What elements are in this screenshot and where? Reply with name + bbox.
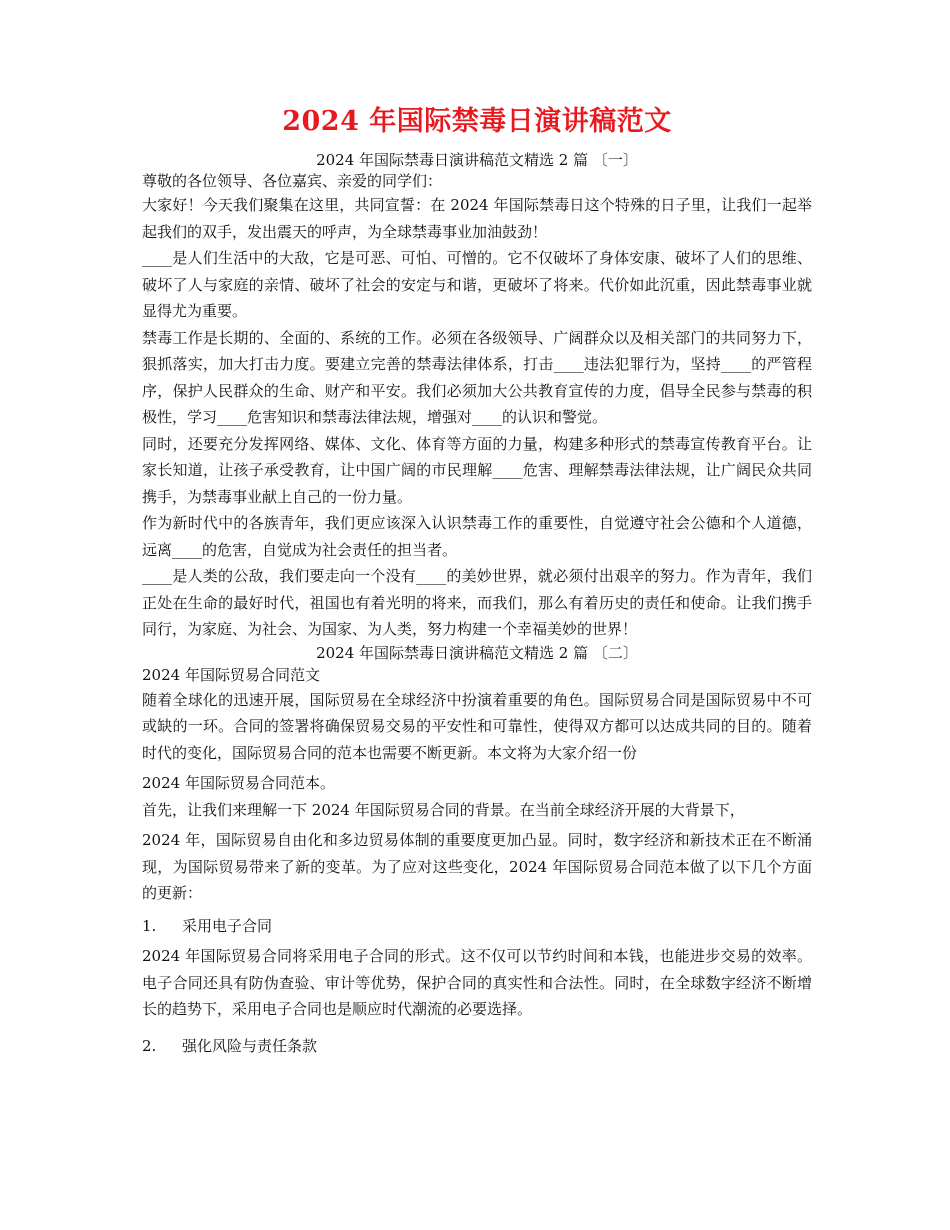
- paragraph: 大家好！今天我们聚集在这里，共同宣誓：在 2024 年国际禁毒日这个特殊的日子里，让我们一起举起我们的双手，发出震天的呼声，为全球禁毒事业加油鼓劲！: [142, 196, 812, 241]
- paragraph: 2024 年国际贸易合同将采用电子合同的形式。这不仅可以节约时间和本钱，也能进步交易的效率。电子合同还具有防伪查验、审计等优势，保护合同的真实性和合法性。同时，在全球数字经济不断增长的趋势下，采用电子合同也是顺应时代潮流的必要选择。: [142, 947, 812, 1018]
- paragraph: 2024 年国际贸易合同范本。: [142, 774, 335, 792]
- paragraph: 2024 年，国际贸易自由化和多边贸易体制的重要度更加凸显。同时，数字经济和新技术正在不断涌现，为国际贸易带来了新的变革。为了应对这些变化，2024 年国际贸易合同范本做了以下几个方面的更新：: [142, 831, 812, 902]
- paragraph: ____是人们生活中的大敌，它是可恶、可怕、可憎的。它不仅破坏了身体安康、破坏了人们的思维、破坏了人与家庭的亲情、破坏了社会的安定与和谐，更破坏了将来。代价如此沉重，因此禁毒事业就显得尤为重要。: [142, 249, 812, 320]
- list-item-2: [142, 1033, 812, 1060]
- document-page: [142, 100, 812, 1063]
- list-number: 2.: [142, 1036, 157, 1055]
- paragraph: 禁毒工作是长期的、全面的、系统的工作。必须在各级领导、广阔群众以及相关部门的共同努力下，狠抓落实，加大打击力度。要建立完善的禁毒法律体系，打击____违法犯罪行为，坚持____的严管程序，保护人民群众的生命、财产和平安。我们必须加大公共教育宣传的力度，倡导全民参与禁毒的积极性，学习____危害知识和禁毒法律法规，增强对____的认识和警觉。: [142, 328, 812, 426]
- section-subtitle: 2024 年国际贸易合同范文: [142, 665, 320, 684]
- section-heading-1: 2024 年国际禁毒日演讲稿范文精选 2 篇 〔一〕: [316, 151, 638, 169]
- document-title: 2024 年国际禁毒日演讲稿范文: [282, 106, 672, 137]
- list-number: 1.: [142, 916, 157, 935]
- section-heading-2: 2024 年国际禁毒日演讲稿范文精选 2 篇 〔二〕: [316, 643, 638, 662]
- list-label: 采用电子合同: [182, 916, 273, 935]
- paragraph: 同时，还要充分发挥网络、媒体、文化、体育等方面的力量，构建多种形式的禁毒宣传教育平台。让家长知道，让孩子承受教育，让中国广阔的市民理解____危害、理解禁毒法律法规，让广阔民众共同携手，为禁毒事业献上自己的一份力量。: [142, 434, 812, 506]
- list-item-1: [142, 913, 812, 940]
- paragraph: 首先，让我们来理解一下 2024 年国际贸易合同的背景。在当前全球经济开展的大背景下，: [142, 800, 745, 819]
- paragraph: 作为新时代中的各族青年，我们更应该深入认识禁毒工作的重要性，自觉遵守社会公德和个人道德，远离____的危害，自觉成为社会责任的担当者。: [142, 514, 812, 559]
- paragraph: ____是人类的公敌，我们要走向一个没有____的美妙世界，就必须付出艰辛的努力。作为青年，我们正处在生命的最好时代，祖国也有着光明的将来，而我们，那么有着历史的责任和使命。让我们携手同行，为家庭、为社会、为国家、为人类，努力构建一个幸福美妙的世界！: [142, 567, 812, 638]
- paragraph: 随着全球化的迅速开展，国际贸易在全球经济中扮演着重要的角色。国际贸易合同是国际贸易中不可或缺的一环。合同的签署将确保贸易交易的平安性和可靠性，使得双方都可以达成共同的目的。随着时代的变化，国际贸易合同的范本也需要不断更新。本文将为大家介绍一份: [142, 690, 812, 762]
- list-label: 强化风险与责任条款: [182, 1036, 318, 1055]
- greeting: 尊敬的各位领导、各位嘉宾、亲爱的同学们：: [142, 172, 443, 190]
